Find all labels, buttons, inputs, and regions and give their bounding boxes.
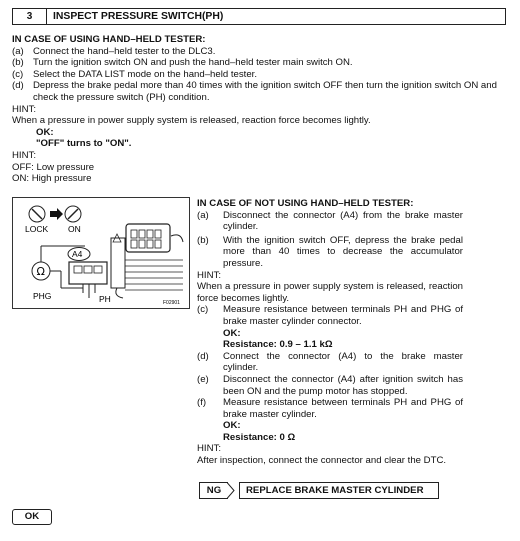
ng-label[interactable]: NG [199,482,228,499]
connector-a4-callout [68,248,90,261]
svg-text:Ω: Ω [36,265,45,278]
step-e [197,374,463,397]
step-label: (b) [197,234,209,246]
not-using-tester-heading: IN CASE OF NOT USING HAND–HELD TESTER: [197,198,414,209]
hint-text: When a pressure in power supply system is released, reaction force becomes lightly. [12,115,371,127]
step-label: (a) [12,45,24,57]
step-d [12,80,512,103]
ok-label: OK: [36,126,54,138]
step-text: Select the DATA LIST mode on the hand–held tester. [33,68,257,80]
not-using-tester-section [197,198,463,467]
hint-label: HINT: [197,269,221,281]
step-label: (d) [197,350,209,362]
step-label: (b) [12,57,24,69]
step-text: Measure resistance between terminals PH and PHG of brake master cylinder connector. [223,304,463,327]
connector-label: A4 [72,249,83,259]
step-f [197,397,463,420]
step-b [12,57,512,69]
step-label: (c) [197,304,209,316]
ng-result-row [199,482,439,499]
step-text: Turn the ignition switch ON and push the hand–held tester main switch ON. [33,57,353,69]
hint-text: After inspection, connect the connector and clear the DTC. [197,455,447,467]
ph-label: PH [99,294,111,304]
step-label: (a) [197,209,209,221]
using-tester-section [12,34,512,185]
step-a [12,46,512,58]
lock-switch-icon [29,206,45,222]
brake-master-cylinder-illustration [111,224,183,298]
step-c [197,304,463,327]
figure-code: F02901 [163,300,180,306]
on-switch-icon [65,206,81,222]
phg-label: PHG [33,291,52,301]
hint-label: HINT: [12,103,36,115]
step-label: (c) [12,68,24,80]
step-b [197,235,463,270]
step-text: Depress the brake pedal more than 40 times with the ignition switch OFF then turn the ignition switch ON and check the pressure switch (PH) condition. [33,80,497,103]
ng-arrow-icon [227,482,235,499]
hint2-off: OFF: Low pressure [12,161,95,173]
using-tester-heading: IN CASE OF USING HAND–HELD TESTER: [12,34,206,45]
arrow-right-icon [50,208,63,220]
hint2-label: HINT: [12,149,36,161]
hint2-on: ON: High pressure [12,173,92,185]
step-text: Disconnect the connector (A4) from the brake master cylinder. [223,209,463,233]
step-text: Measure resistance between terminals PH and PHG of brake master cylinder. [223,397,463,420]
section-title: INSPECT PRESSURE SWITCH(PH) [53,11,224,22]
step-c [12,69,512,81]
step-text: Connect the hand–held tester to the DLC3. [33,45,216,57]
ok-label: OK: [223,327,241,339]
hint-text: When a pressure in power supply system is released, reaction force becomes lightly. [197,281,463,304]
step-a [197,210,463,233]
ok-button[interactable]: OK [12,509,52,525]
section-header [12,8,506,25]
diagram-svg [13,198,189,308]
on-label: ON [68,224,81,234]
hint-label: HINT: [197,443,221,455]
ok-value: Resistance: 0 Ω [223,431,296,443]
ok-value: "OFF" turns to "ON". [36,138,132,150]
ok-label: OK: [223,420,241,432]
ok-value: Resistance: 0.9 – 1.1 kΩ [223,339,333,351]
step-label: (e) [197,373,209,385]
step-label: (d) [12,80,24,92]
section-number: 3 [13,9,47,24]
step-text: Connect the connector (A4) to the brake master cylinder. [223,350,463,374]
connector-diagram [12,197,190,309]
step-label: (f) [197,397,207,409]
ng-result-text: REPLACE BRAKE MASTER CYLINDER [239,482,439,499]
connector-body [61,262,107,298]
step-text: Disconnect the connector (A4) after ignition switch has been ON and the pump motor has stopped. [223,373,463,397]
step-text: With the ignition switch OFF, depress the brake pedal more than 40 times to decrease the accumulator pressure. [223,234,463,269]
lock-label: LOCK [25,224,49,234]
step-d [197,351,463,374]
